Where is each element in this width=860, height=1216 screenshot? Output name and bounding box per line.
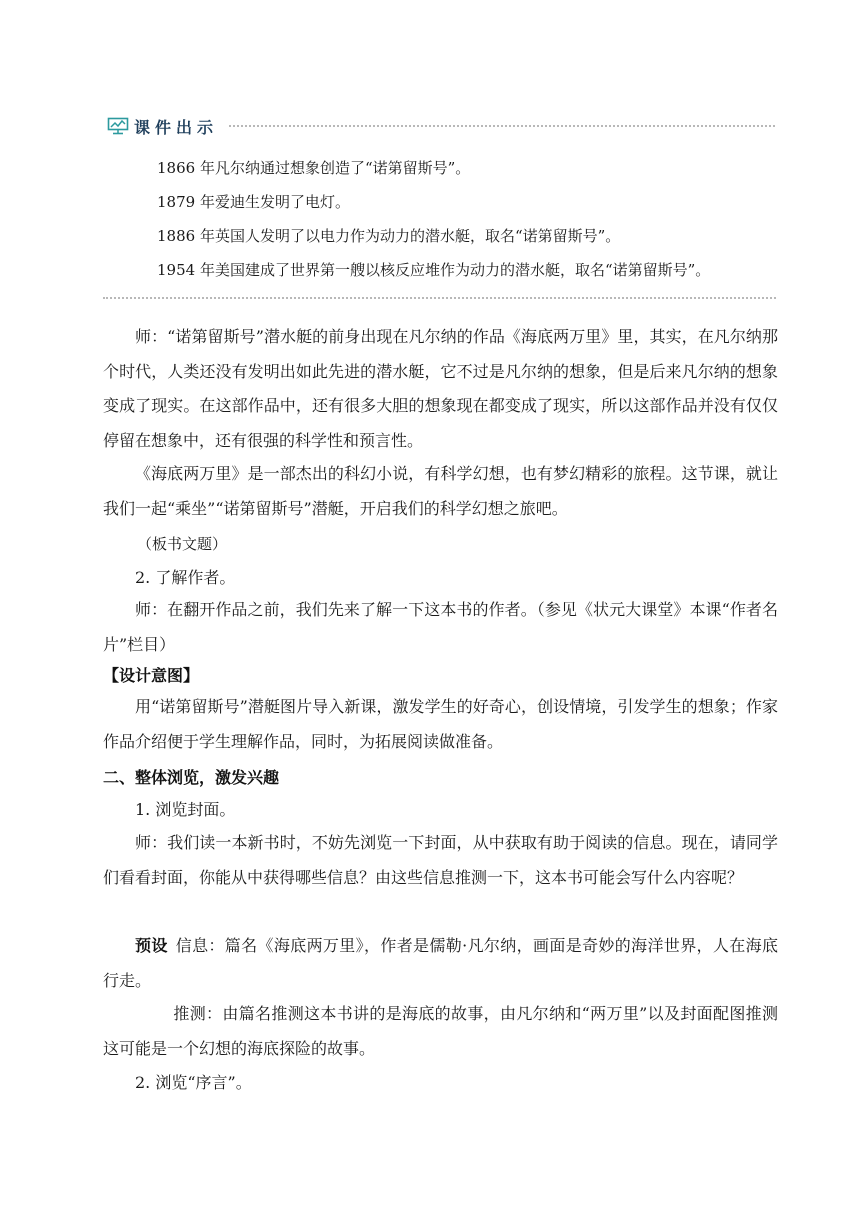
preset-label: 预设 — [135, 936, 168, 955]
teacher-intro-paragraph: 师：“诺第留斯号”潜水艇的前身出现在凡尔纳的作品《海底两万里》里，其实，在凡尔纳那个时代，人类还没有发明出如此先进的潜水艇，它不过是凡尔纳的想象，但是后来凡尔纳的想象变成了现实。在这部作品中，还有很多大胆的想象现在都变成了现实，所以这部作品并没有仅仅停留在想象中，还有很强的科学性和预言性。 — [103, 327, 778, 450]
board-note: （板书文题） — [137, 535, 228, 553]
step-preface: 2. 浏览“序言”。 — [135, 1073, 252, 1092]
courseware-line: 1954 年美国建成了世界第一艘以核反应堆作为动力的潜水艇，取名“诺第留斯号”。 — [157, 261, 711, 279]
cover-paragraph: 师：我们读一本新书时，不妨先浏览一下封面，从中获取有助于阅读的信息。现在，请同学们看看封面，你能从中获得哪些信息？由这些信息推测一下，这本书可能会写什么内容呢？ — [103, 833, 778, 887]
step-author: 2. 了解作者。 — [135, 568, 236, 587]
book-intro-paragraph: 《海底两万里》是一部杰出的科幻小说，有科学幻想，也有梦幻精彩的旅程。这节课，就让我们一起“乘坐”“诺第留斯号”潜艇，开启我们的科学幻想之旅吧。 — [103, 464, 778, 518]
design-heading: 【设计意图】 — [103, 666, 200, 685]
preset-info-paragraph — [103, 929, 778, 998]
design-paragraph: 用“诺第留斯号”潜艇图片导入新课，激发学生的好奇心，创设情境，引发学生的想象；作家作品介绍便于学生理解作品，同时，为拓展阅读做准备。 — [103, 697, 778, 751]
courseware-title: 课件出示 — [134, 118, 219, 137]
author-paragraph: 师：在翻开作品之前，我们先来了解一下这本书的作者。（参见《状元大课堂》本课“作者名片”栏目） — [103, 600, 778, 654]
courseware-line: 1886 年英国人发明了以电力作为动力的潜水艇，取名“诺第留斯号”。 — [157, 227, 621, 245]
presentation-screen-icon — [107, 117, 129, 135]
preset-guess-paragraph: 推测：由篇名推测这本书讲的是海底的故事，由凡尔纳和“两万里”以及封面配图推测这可能是一个幻想的海底探险的故事。 — [103, 1004, 778, 1058]
courseware-bottom-divider — [103, 297, 776, 299]
preset-info-text: 信息：篇名《海底两万里》，作者是儒勒·凡尔纳，画面是奇妙的海洋世界，人在海底行走。 — [103, 936, 778, 990]
courseware-divider — [229, 125, 775, 127]
courseware-line: 1879 年爱迪生发明了电灯。 — [157, 193, 350, 211]
step-cover: 1. 浏览封面。 — [135, 800, 236, 819]
courseware-header — [107, 113, 775, 139]
section-heading: 二、整体浏览，激发兴趣 — [103, 768, 280, 787]
courseware-line: 1866 年凡尔纳通过想象创造了“诺第留斯号”。 — [157, 159, 471, 177]
